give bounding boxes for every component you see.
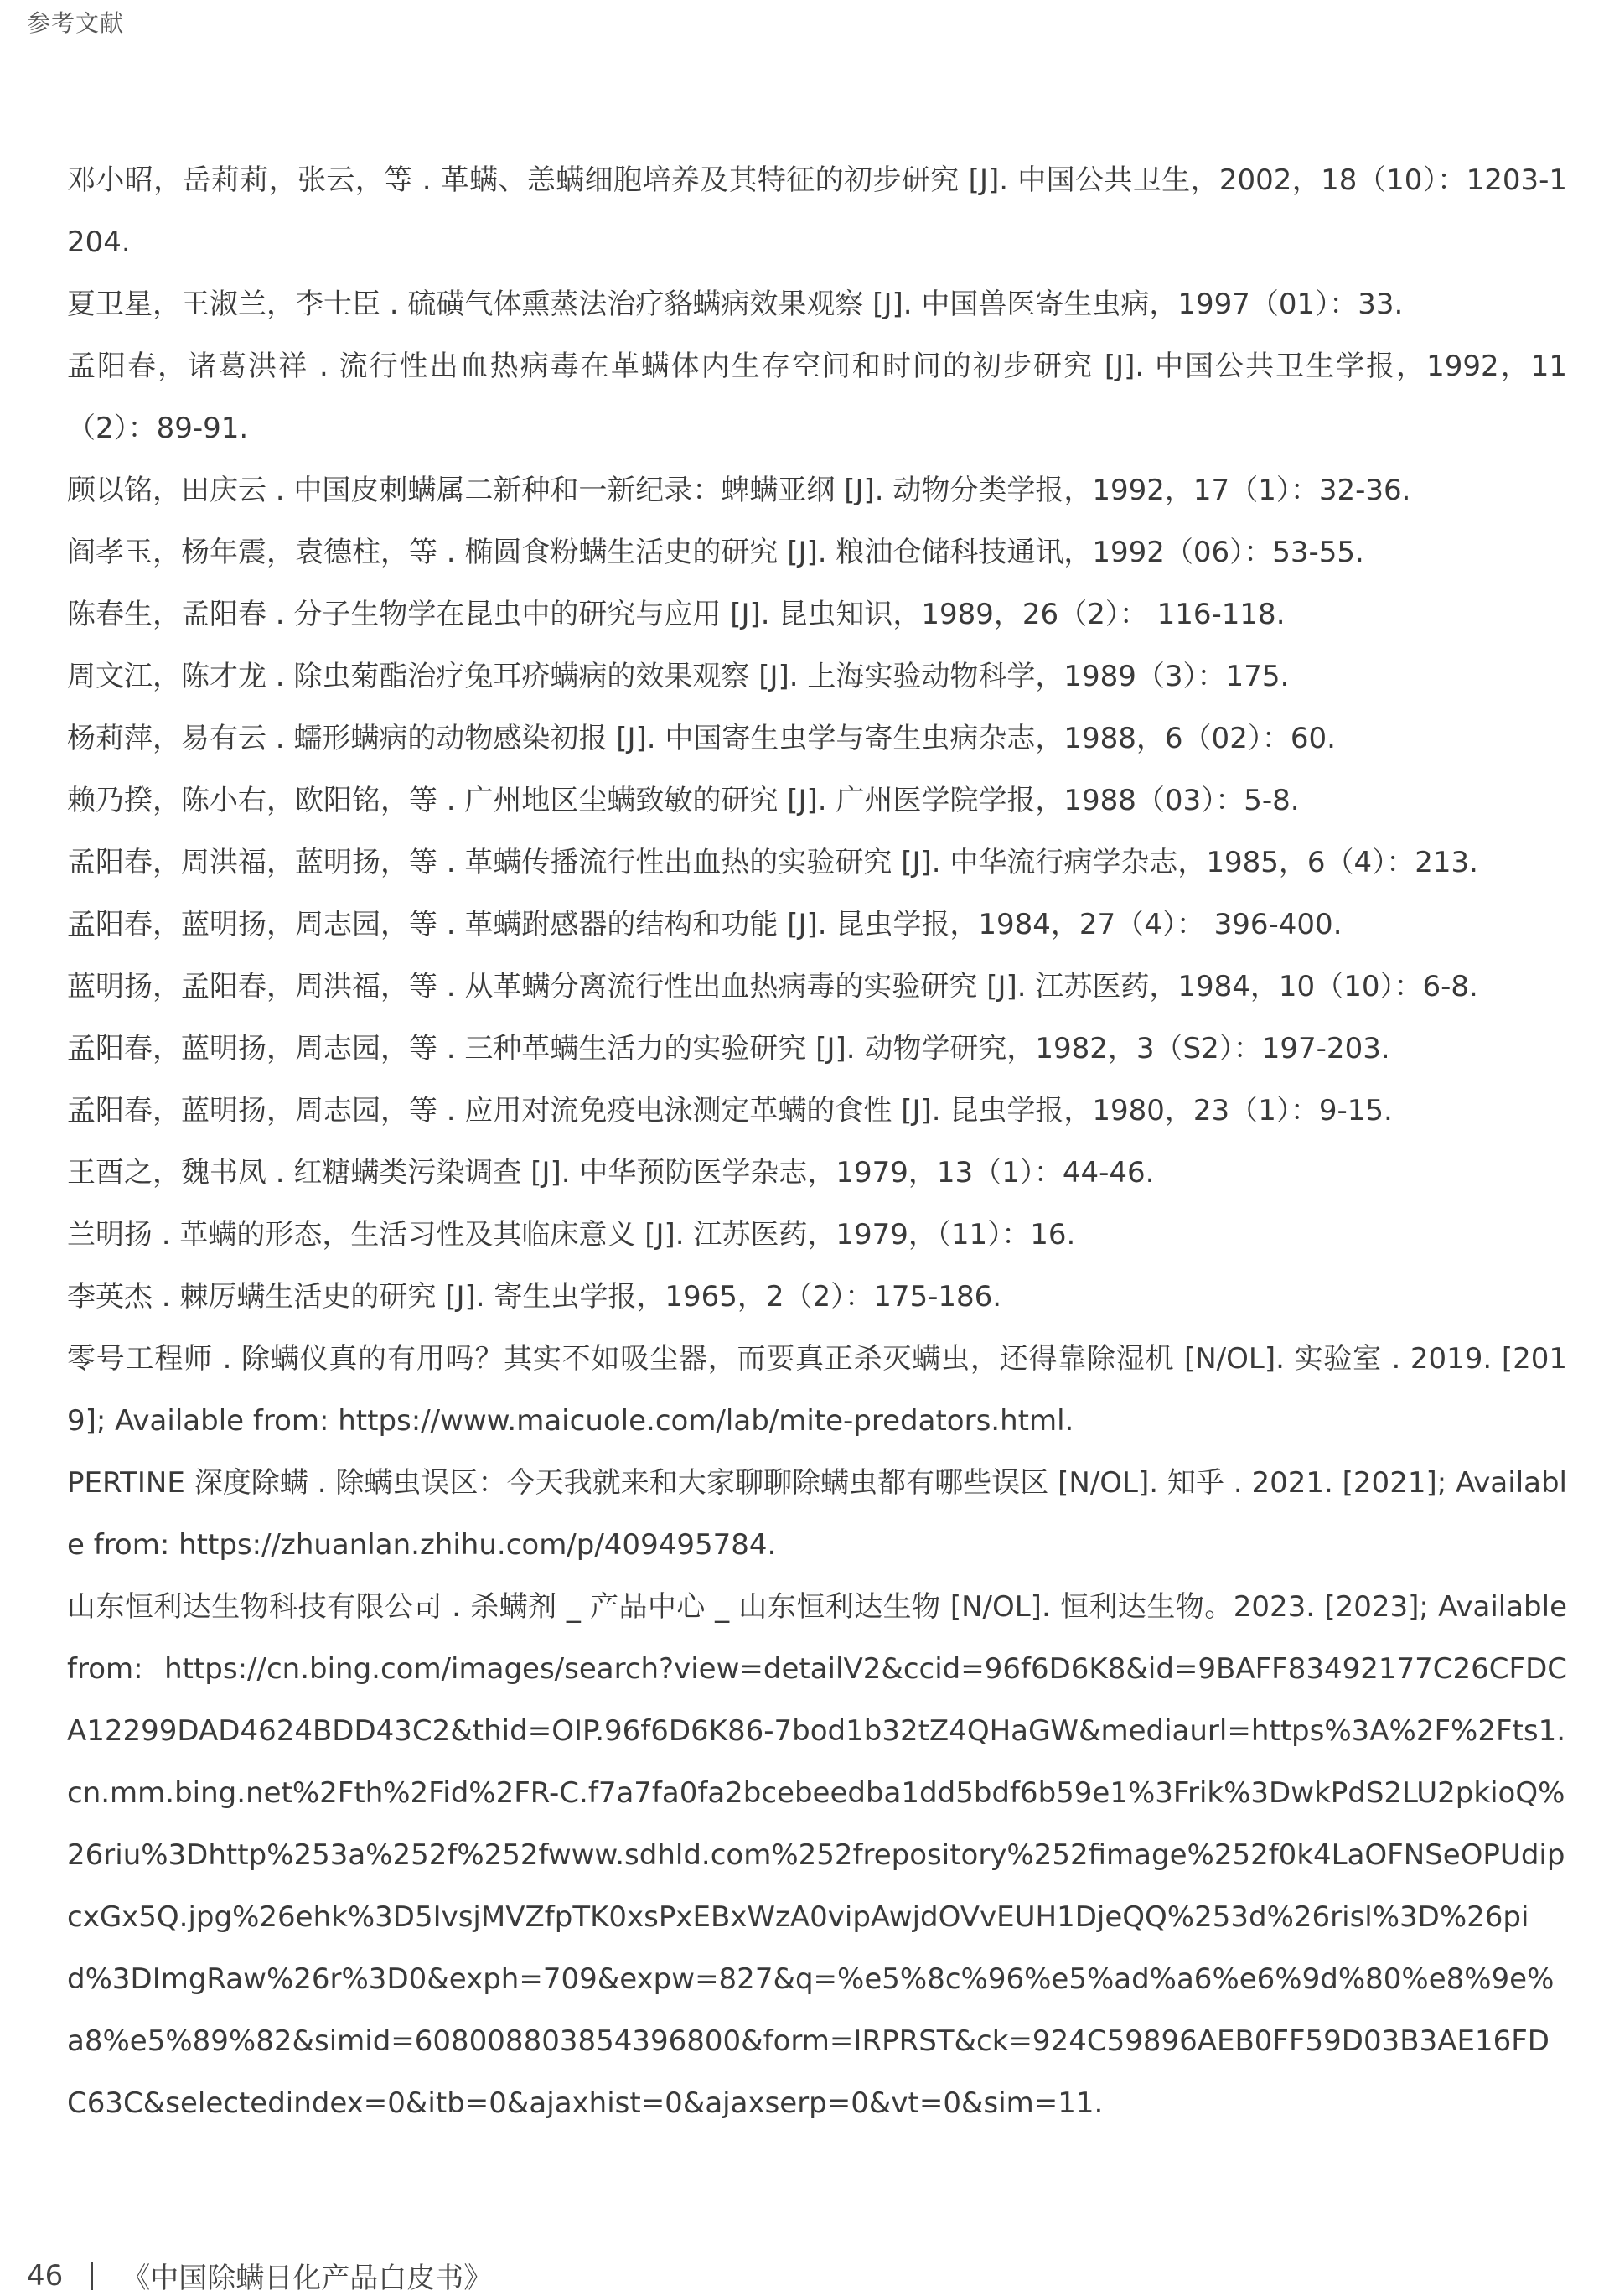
reference-item: 孟阳春，诸葛洪祥 . 流行性出血热病毒在革螨体内生存空间和时间的初步研究 [J]. 中国公共卫生学报，1992，11（2）：89-91. (67, 350, 1567, 445)
reference-item: 李英杰 . 棘厉螨生活史的研究 [J]. 寄生虫学报，1965，2（2）：175-186. (67, 1280, 1002, 1314)
reference-list (67, 149, 1567, 2134)
reference-item: 零号工程师 . 除螨仪真的有用吗？其实不如吸尘器，而要真正杀灭螨虫，还得靠除湿机 [N/OL]. 实验室 . 2019. [2019]; Available from: https://www.maicuole.com/lab/mite-predators.html. (67, 1342, 1567, 1438)
reference-item: 赖乃揆，陈小右，欧阳铭，等 . 广州地区尘螨致敏的研究 [J]. 广州医学院学报，1988（03）：5-8. (67, 784, 1300, 817)
reference-item: 孟阳春，蓝明扬，周志园，等 . 应用对流免疫电泳测定革螨的食性 [J]. 昆虫学报，1980，23（1）：9-15. (67, 1094, 1393, 1127)
reference-item: 孟阳春，蓝明扬，周志园，等 . 革螨跗感器的结构和功能 [J]. 昆虫学报，1984，27（4）： 396-400. (67, 908, 1343, 941)
reference-item: 山东恒利达生物科技有限公司 . 杀螨剂 _ 产品中心 _ 山东恒利达生物 [N/OL]. 恒利达生物。2023. [2023]; Available from: https://cn.bing.com/images/search?view=detailV2&ccid=96f6D6K8&id=9BAFF83492177C26CFDCA12299DAD4624BDD43C2&thid=OIP.96f6D6K86-7bod1b32tZ4QHaGW&mediaurl=https%3A%2F%2Fts1.cn.mm.bing.net%2Fth%2Fid%2FR-C.f7a7fa0fa2bcebeedba1dd5bdf6b59e1%3Frik%3DwkPdS2LU2pkioQ%26riu%3Dhttp%253a%252f%252fwww.sdhld.com%252frepository%252fimage%252f0k4LaOFNSeOPUdipcxGx5Q.jpg%26ehk%3D5IvsjMVZfpTK0xsPxEBxWzA0vipAwjdOVvEUH1DjeQQ%253d%26risl%3D%26pid%3DImgRaw%26r%3D0&exph=709&expw=827&q=%e5%8c%96%e5%ad%a6%e6%9d%80%e8%9e%a8%e5%89%82&simid=608008803854396800&form=IRPRST&ck=924C59896AEB0FF59D03B3AE16FDC63C&selectedindex=0&itb=0&ajaxhist=0&ajaxserp=0&vt=0&sim=11. (67, 1590, 1567, 2120)
reference-item: 王酉之，魏书凤 . 红糖螨类污染调查 [J]. 中华预防医学杂志，1979，13（1）：44-46. (67, 1156, 1155, 1189)
reference-item: 邓小昭，岳莉莉，张云，等 . 革螨、恙螨细胞培养及其特征的初步研究 [J]. 中国公共卫生，2002，18（10）：1203-1204. (67, 163, 1567, 259)
section-header: 参考文献 (27, 9, 125, 37)
page-footer (27, 2255, 492, 2296)
reference-item: 孟阳春，周洪福，蓝明扬，等 . 革螨传播流行性出血热的实验研究 [J]. 中华流行病学杂志，1985，6（4）：213. (67, 846, 1478, 879)
reference-item: 夏卫星，王淑兰，李士臣 . 硫磺气体熏蒸法治疗貉螨病效果观察 [J]. 中国兽医寄生虫病，1997（01）：33. (67, 288, 1404, 321)
reference-item: 阎孝玉，杨年震，袁德柱，等 . 椭圆食粉螨生活史的研究 [J]. 粮油仓储科技通讯，1992（06）：53-55. (67, 536, 1364, 569)
reference-item: PERTINE 深度除螨 . 除螨虫误区：今天我就来和大家聊聊除螨虫都有哪些误区 [N/OL]. 知乎 . 2021. [2021]; Available from: https://zhuanlan.zhihu.com/p/409495784. (67, 1466, 1567, 1562)
reference-item: 杨莉萍，易有云 . 蠕形螨病的动物感染初报 [J]. 中国寄生虫学与寄生虫病杂志，1988，6（02）：60. (67, 722, 1336, 755)
book-title: 《中国除螨日化产品白皮书》 (122, 2262, 493, 2295)
reference-item: 顾以铭，田庆云 . 中国皮刺螨属二新种和一新纪录：蜱螨亚纲 [J]. 动物分类学报，1992，17（1）：32-36. (67, 474, 1411, 507)
reference-item: 兰明扬 . 革螨的形态，生活习性及其临床意义 [J]. 江苏医药，1979，（11）：16. (67, 1218, 1076, 1252)
reference-item: 孟阳春，蓝明扬，周志园，等 . 三种革螨生活力的实验研究 [J]. 动物学研究，1982，3（S2）：197-203. (67, 1032, 1390, 1065)
footer-divider (91, 2262, 93, 2290)
page-number: 46 (27, 2258, 64, 2293)
reference-item: 陈春生，孟阳春 . 分子生物学在昆虫中的研究与应用 [J]. 昆虫知识，1989，26（2）： 116-118. (67, 598, 1286, 631)
reference-item: 周文江，陈才龙 . 除虫菊酯治疗兔耳疥螨病的效果观察 [J]. 上海实验动物科学，1989（3）：175. (67, 660, 1290, 693)
reference-item: 蓝明扬，孟阳春，周洪福，等 . 从革螨分离流行性出血热病毒的实验研究 [J]. 江苏医药，1984，10（10）：6-8. (67, 970, 1478, 1003)
